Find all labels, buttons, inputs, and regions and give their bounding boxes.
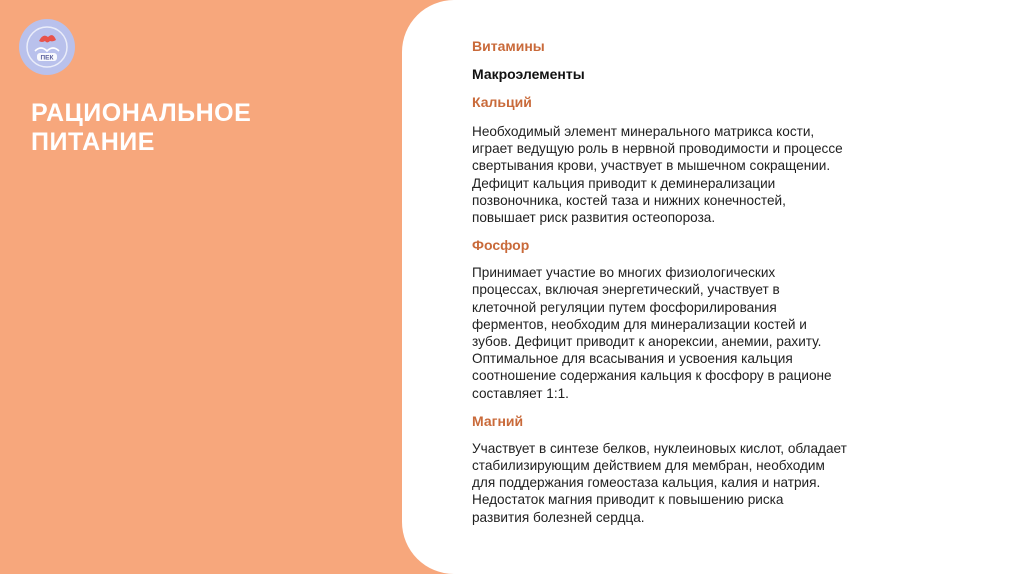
- text-line: свертывания крови, участвует в мышечном сокращении.: [472, 158, 831, 174]
- logo-text: ПЕК: [40, 54, 54, 62]
- heading-macroelements: Макроэлементы: [472, 66, 585, 82]
- slide-title: [31, 99, 361, 157]
- text-line: клеточной регуляции путем фосфорилирования: [472, 299, 777, 315]
- text-line: Необходимый элемент минерального матрикса кости,: [472, 124, 815, 139]
- phosphorus-paragraph: [472, 264, 1012, 402]
- heading-calcium: Кальций: [472, 94, 532, 110]
- content-text: [472, 37, 1012, 526]
- text-line: Дефицит кальция приводит к деминерализации: [472, 175, 776, 191]
- logo-emblem-icon: [25, 25, 69, 69]
- calcium-paragraph: [472, 123, 1012, 226]
- text-line: Участвует в синтезе белков, нуклеиновых кислот, обладает: [472, 440, 847, 456]
- logo: [19, 19, 75, 75]
- heading-magnesium: Магний: [472, 412, 524, 429]
- magnesium-paragraph: [472, 440, 1012, 526]
- text-line: играет ведущую роль в нервной проводимости и процессе: [472, 141, 843, 157]
- text-line: повышает риск развития остеопороза.: [472, 210, 716, 226]
- text-line: зубов. Дефицит приводит к анорексии, анемии, рахиту.: [472, 334, 822, 350]
- slide-title-line-1: РАЦИОНАЛЬНОЕ: [31, 99, 252, 127]
- text-line: Принимает участие во многих физиологических: [472, 265, 776, 281]
- text-line: Оптимальное для всасывания и усвоения кальция: [472, 351, 793, 367]
- heading-vitamins: Витамины: [472, 38, 545, 54]
- text-line: соотношение содержания кальция к фосфору в рационе: [472, 368, 832, 384]
- text-line: Недостаток магния приводит к повышению риска: [472, 492, 784, 508]
- text-line: для поддержания гомеостаза кальция, калия и натрия.: [472, 475, 821, 491]
- text-line: процессах, включая энергетический, участвует в: [472, 282, 780, 298]
- text-line: ферментов, необходим для минерализации костей и: [472, 316, 807, 332]
- heading-phosphorus: Фосфор: [472, 237, 530, 254]
- text-line: составляет 1:1.: [472, 385, 569, 401]
- slide-title-line-2: ПИТАНИЕ: [31, 128, 155, 156]
- text-line: стабилизирующим действием для мембран, необходим: [472, 458, 825, 474]
- text-line: развития болезней сердца.: [472, 509, 645, 525]
- text-line: позвоночника, костей таза и нижних конечностей,: [472, 192, 786, 208]
